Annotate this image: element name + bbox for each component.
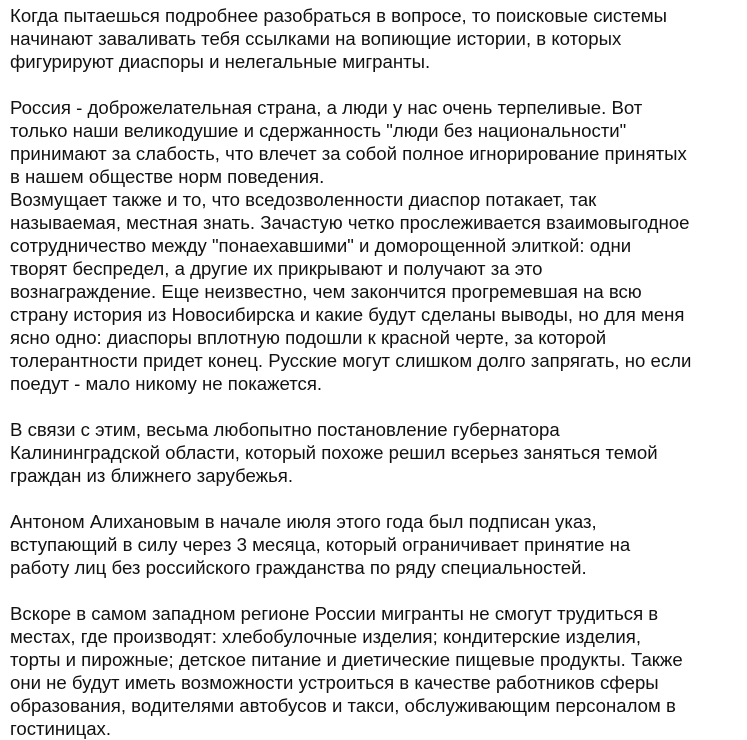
paragraph-russia-tolerance: Россия - доброжелательная страна, а люди у нас очень терпеливые. Вот только наши великодушие и сдержанность "люди без национальности" принимают за слабость, что влечет за собой полное игнорирование принятых в нашем обществе норм поведения. bbox=[10, 97, 687, 187]
paragraph-search-intro: Когда пытаешься подробнее разобраться в вопросе, то поисковые системы начинают заваливать тебя ссылками на вопиющие истории, в которых фигурируют диаспоры и нелегальные мигранты. bbox=[10, 5, 668, 72]
paragraph-restricted-jobs: Вскоре в самом западном регионе России мигранты не смогут трудиться в местах, где производят: хлебобулочные изделия; кондитерские изделия, торты и пирожные; детское питание и диетические пищевые продукты. Также они не будут иметь возможности устроиться в качестве работников сферы образования, водителями автобусов и такси, обслуживающим персоналом в гостиницах. bbox=[10, 603, 683, 739]
paragraph-decree: Антоном Алихановым в начале июля этого года был подписан указ, вступающий в силу через 3 месяца, который ограничивает принятие на работу лиц без российского гражданства по ряду специальностей. bbox=[10, 511, 631, 578]
paragraph-diaspora-elite: Возмущает также и то, что вседозволенности диаспор потакает, так называемая, местная знать. Зачастую четко прослеживается взаимовыгодное сотрудничество между "понаехавшими" и доморощенной элиткой: одни творят беспредел, а другие их прикрывают и получают за это вознаграждение. Еще неизвестно, чем закончится прогремевшая на всю страну история из Новосибирска и какие будут сделаны выводы, но для меня ясно одно: диаспоры вплотную подошли к красной черте, за которой толерантности придет конец. Русские могут слишком долго запрягать, но если поедут - мало никому не покажется. bbox=[10, 189, 692, 394]
paragraph-kaliningrad-governor: В связи с этим, весьма любопытно постановление губернатора Калининградской области, который похоже решил всерьез заняться темой граждан из ближнего зарубежья. bbox=[10, 419, 658, 486]
